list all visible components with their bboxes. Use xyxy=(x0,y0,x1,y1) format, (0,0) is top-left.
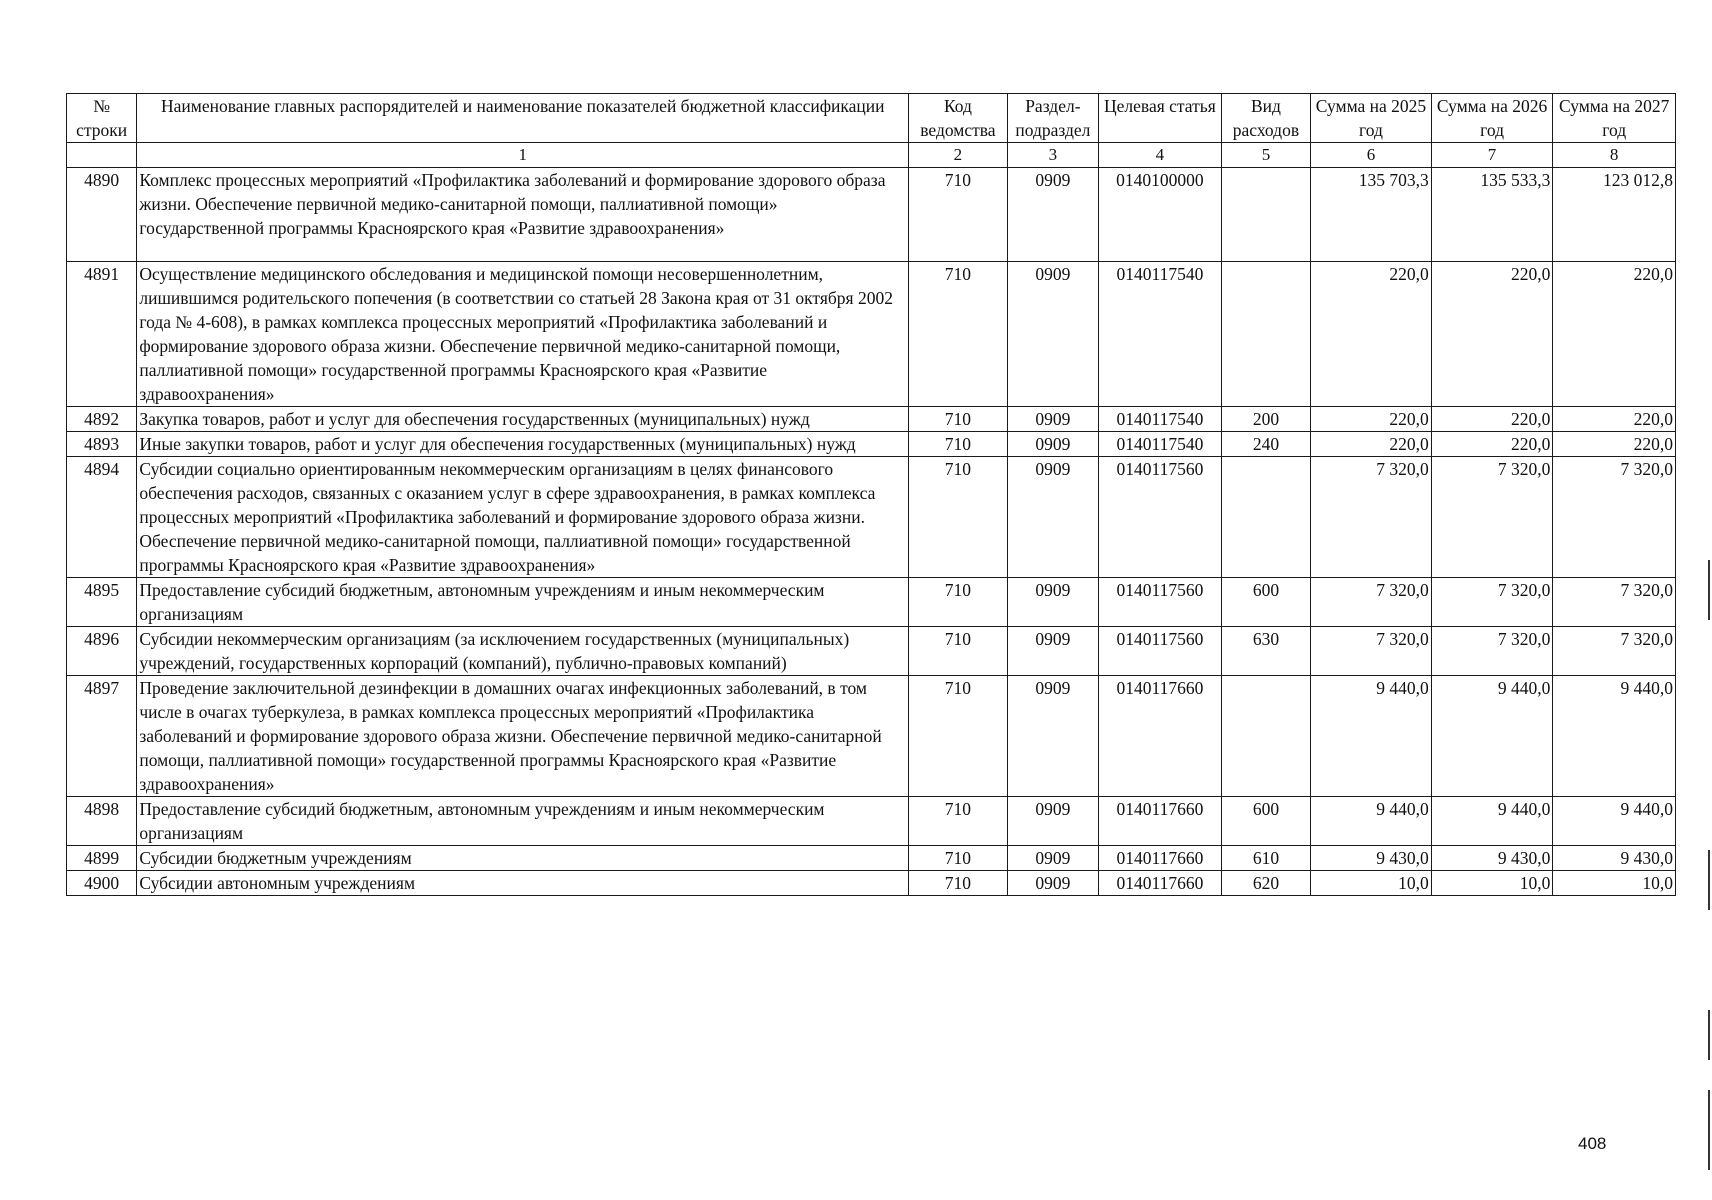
row-name: Иные закупки товаров, работ и услуг для обеспечения государственных (муниципальных) нужд xyxy=(137,432,909,457)
row-vr: 610 xyxy=(1221,846,1310,871)
row-ved: 710 xyxy=(909,797,1007,846)
row-name: Предоставление субсидий бюджетным, автономным учреждениям и иным некоммерческим организациям xyxy=(137,797,909,846)
row-cs: 0140117560 xyxy=(1099,627,1222,676)
row-name: Предоставление субсидий бюджетным, автономным учреждениям и иным некоммерческим организациям xyxy=(137,578,909,627)
row-name: Осуществление медицинского обследования и медицинской помощи несовершеннолетним, лишившимся родительского попечения (в соответствии со статьей 28 Закона края от 31 октября 2002 года № 4-608), в рамках комплекса процессных мероприятий «Профилактика заболеваний и формирование здорового образа жизни. Обеспечение первичной медико-санитарной помощи, паллиативной помощи» государственной программы Красноярского края «Развитие здравоохранения» xyxy=(137,262,909,407)
row-cs: 0140117540 xyxy=(1099,432,1222,457)
row-number: 4897 xyxy=(67,676,137,797)
row-vr: 240 xyxy=(1221,432,1310,457)
header-vr: Вид расходов xyxy=(1221,94,1310,143)
row-cs: 0140117660 xyxy=(1099,871,1222,896)
row-sum-2027: 9 440,0 xyxy=(1553,797,1676,846)
column-number-row xyxy=(67,143,1676,168)
row-cs: 0140117560 xyxy=(1099,578,1222,627)
row-rz: 0909 xyxy=(1007,457,1098,578)
scan-edge-mark xyxy=(1708,1010,1710,1060)
row-rz: 0909 xyxy=(1007,627,1098,676)
row-ved: 710 xyxy=(909,432,1007,457)
column-number: 8 xyxy=(1553,143,1676,168)
row-vr: 620 xyxy=(1221,871,1310,896)
row-rz: 0909 xyxy=(1007,846,1098,871)
row-sum-2027: 7 320,0 xyxy=(1553,457,1676,578)
budget-table-container xyxy=(66,93,1676,896)
row-sum-2026: 7 320,0 xyxy=(1431,457,1553,578)
row-name: Проведение заключительной дезинфекции в домашних очагах инфекционных заболеваний, в том числе в очагах туберкулеза, в рамках комплекса процессных мероприятий «Профилактика заболеваний и формирование здорового образа жизни. Обеспечение первичной медико-санитарной помощи, паллиативной помощи» государственной программы Красноярского края «Развитие здравоохранения» xyxy=(137,676,909,797)
row-number: 4894 xyxy=(67,457,137,578)
row-vr: 200 xyxy=(1221,407,1310,432)
row-sum-2026: 9 440,0 xyxy=(1431,676,1553,797)
row-rz: 0909 xyxy=(1007,797,1098,846)
row-sum-2027: 9 440,0 xyxy=(1553,676,1676,797)
row-sum-2027: 9 430,0 xyxy=(1553,846,1676,871)
row-sum-2027: 123 012,8 xyxy=(1553,168,1676,262)
row-sum-2026: 220,0 xyxy=(1431,407,1553,432)
row-vr: 600 xyxy=(1221,797,1310,846)
row-number: 4898 xyxy=(67,797,137,846)
row-sum-2026: 9 430,0 xyxy=(1431,846,1553,871)
row-ved: 710 xyxy=(909,871,1007,896)
row-sum-2026: 220,0 xyxy=(1431,262,1553,407)
row-sum-2026: 7 320,0 xyxy=(1431,578,1553,627)
row-sum-2027: 220,0 xyxy=(1553,407,1676,432)
column-number: 2 xyxy=(909,143,1007,168)
header-row-no: № строки xyxy=(67,94,137,143)
row-number: 4891 xyxy=(67,262,137,407)
row-sum-2027: 7 320,0 xyxy=(1553,578,1676,627)
header-sum-2027: Сумма на 2027 год xyxy=(1553,94,1676,143)
row-number: 4892 xyxy=(67,407,137,432)
scan-edge-mark xyxy=(1708,850,1710,910)
scan-edge-mark xyxy=(1708,1090,1710,1170)
row-ved: 710 xyxy=(909,676,1007,797)
row-number: 4900 xyxy=(67,871,137,896)
header-cs: Целевая статья xyxy=(1099,94,1222,143)
row-name: Субсидии социально ориентированным некоммерческим организациям в целях финансового обеспечения расходов, связанных с оказанием услуг в сфере здравоохранения, в рамках комплекса процессных мероприятий «Профилактика заболеваний и формирование здорового образа жизни. Обеспечение первичной медико-санитарной помощи, паллиативной помощи» государственной программы Красноярского края «Развитие здравоохранения» xyxy=(137,457,909,578)
table-row xyxy=(67,676,1676,797)
row-cs: 0140117540 xyxy=(1099,407,1222,432)
row-number: 4896 xyxy=(67,627,137,676)
row-rz: 0909 xyxy=(1007,407,1098,432)
row-sum-2025: 7 320,0 xyxy=(1311,457,1432,578)
column-number: 4 xyxy=(1099,143,1222,168)
table-row xyxy=(67,407,1676,432)
row-vr: 600 xyxy=(1221,578,1310,627)
row-sum-2025: 10,0 xyxy=(1311,871,1432,896)
row-ved: 710 xyxy=(909,846,1007,871)
page-number: 408 xyxy=(1578,1134,1607,1153)
row-cs: 0140117560 xyxy=(1099,457,1222,578)
header-name: Наименование главных распорядителей и наименование показателей бюджетной классификации xyxy=(137,94,909,143)
row-sum-2026: 7 320,0 xyxy=(1431,627,1553,676)
header-sum-2025: Сумма на 2025 год xyxy=(1311,94,1432,143)
row-rz: 0909 xyxy=(1007,168,1098,262)
table-row xyxy=(67,627,1676,676)
row-ved: 710 xyxy=(909,168,1007,262)
row-sum-2025: 135 703,3 xyxy=(1311,168,1432,262)
row-sum-2026: 135 533,3 xyxy=(1431,168,1553,262)
table-header xyxy=(67,94,1676,168)
row-vr xyxy=(1221,262,1310,407)
row-sum-2027: 7 320,0 xyxy=(1553,627,1676,676)
row-cs: 0140117540 xyxy=(1099,262,1222,407)
table-row xyxy=(67,578,1676,627)
row-rz: 0909 xyxy=(1007,578,1098,627)
column-number: 7 xyxy=(1431,143,1553,168)
column-number: 6 xyxy=(1311,143,1432,168)
row-sum-2027: 220,0 xyxy=(1553,432,1676,457)
row-rz: 0909 xyxy=(1007,432,1098,457)
scan-edge-mark xyxy=(1708,560,1710,620)
row-ved: 710 xyxy=(909,407,1007,432)
row-cs: 0140117660 xyxy=(1099,846,1222,871)
header-ved: Код ведомства xyxy=(909,94,1007,143)
row-sum-2025: 7 320,0 xyxy=(1311,627,1432,676)
header-rz: Раздел- подраздел xyxy=(1007,94,1098,143)
row-vr: 630 xyxy=(1221,627,1310,676)
row-number: 4899 xyxy=(67,846,137,871)
row-sum-2025: 220,0 xyxy=(1311,432,1432,457)
column-number xyxy=(67,143,137,168)
column-number: 3 xyxy=(1007,143,1098,168)
budget-table xyxy=(66,93,1676,896)
row-sum-2025: 9 440,0 xyxy=(1311,797,1432,846)
row-sum-2026: 220,0 xyxy=(1431,432,1553,457)
row-name: Субсидии автономным учреждениям xyxy=(137,871,909,896)
table-row xyxy=(67,432,1676,457)
row-number: 4890 xyxy=(67,168,137,262)
row-name: Субсидии некоммерческим организациям (за исключением государственных (муниципальных) учреждений, государственных корпораций (компаний), публично-правовых компаний) xyxy=(137,627,909,676)
table-row xyxy=(67,871,1676,896)
row-sum-2027: 10,0 xyxy=(1553,871,1676,896)
table-row xyxy=(67,262,1676,407)
header-row xyxy=(67,94,1676,143)
row-ved: 710 xyxy=(909,627,1007,676)
row-name: Закупка товаров, работ и услуг для обеспечения государственных (муниципальных) нужд xyxy=(137,407,909,432)
table-row xyxy=(67,797,1676,846)
row-cs: 0140100000 xyxy=(1099,168,1222,262)
column-number: 1 xyxy=(137,143,909,168)
row-ved: 710 xyxy=(909,578,1007,627)
row-cs: 0140117660 xyxy=(1099,676,1222,797)
row-rz: 0909 xyxy=(1007,262,1098,407)
row-sum-2025: 220,0 xyxy=(1311,407,1432,432)
row-vr xyxy=(1221,676,1310,797)
table-body xyxy=(67,168,1676,896)
table-row xyxy=(67,846,1676,871)
row-sum-2027: 220,0 xyxy=(1553,262,1676,407)
row-name: Комплекс процессных мероприятий «Профилактика заболеваний и формирование здорового образа жизни. Обеспечение первичной медико-санитарной помощи, паллиативной помощи» государственной программы Красноярского края «Развитие здравоохранения» xyxy=(137,168,909,262)
table-row xyxy=(67,168,1676,262)
row-sum-2025: 220,0 xyxy=(1311,262,1432,407)
row-ved: 710 xyxy=(909,262,1007,407)
row-sum-2025: 7 320,0 xyxy=(1311,578,1432,627)
row-sum-2025: 9 430,0 xyxy=(1311,846,1432,871)
column-number: 5 xyxy=(1221,143,1310,168)
row-vr xyxy=(1221,457,1310,578)
row-number: 4895 xyxy=(67,578,137,627)
row-sum-2026: 9 440,0 xyxy=(1431,797,1553,846)
row-sum-2025: 9 440,0 xyxy=(1311,676,1432,797)
header-sum-2026: Сумма на 2026 год xyxy=(1431,94,1553,143)
row-rz: 0909 xyxy=(1007,871,1098,896)
row-ved: 710 xyxy=(909,457,1007,578)
row-rz: 0909 xyxy=(1007,676,1098,797)
row-sum-2026: 10,0 xyxy=(1431,871,1553,896)
table-row xyxy=(67,457,1676,578)
row-number: 4893 xyxy=(67,432,137,457)
row-name: Субсидии бюджетным учреждениям xyxy=(137,846,909,871)
row-cs: 0140117660 xyxy=(1099,797,1222,846)
row-vr xyxy=(1221,168,1310,262)
